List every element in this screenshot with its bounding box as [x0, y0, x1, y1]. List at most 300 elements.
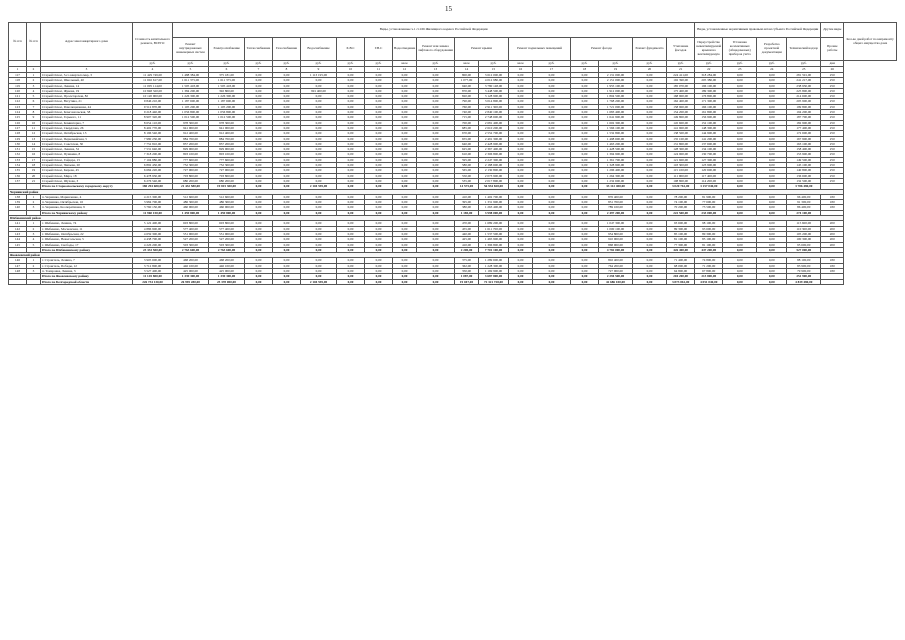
table-cell: 0,00 [337, 131, 365, 136]
table-cell: 0,00 [393, 73, 417, 78]
table-cell: 4 839 480,00 [787, 279, 821, 284]
table-cell: 0,00 [509, 94, 533, 99]
table-cell: 912 400,00 [173, 131, 209, 136]
table-cell: 2 748 600,00 [479, 115, 509, 120]
table-cell: 0,00 [273, 120, 301, 125]
table-cell: 105 200,00 [787, 231, 821, 236]
table-cell: 0,00 [337, 110, 365, 115]
table-cell: 0,00 [509, 163, 533, 168]
table-cell: 527 200,00 [209, 237, 245, 242]
table-cell: 7 701 100,00 [479, 247, 509, 252]
table-cell: 1 047 300,00 [599, 221, 633, 226]
table-cell: 136 [9, 173, 27, 178]
table-cell: 0,00 [533, 120, 571, 125]
column-number-cell: 21 [667, 67, 695, 73]
table-cell: 250 [821, 78, 844, 83]
register-sheet [8, 22, 897, 285]
table-cell: 0,00 [757, 231, 787, 236]
table-cell: 136 600,00 [787, 173, 821, 178]
address-cell: п. Чернянка, Кооперативная, 9 [41, 205, 133, 210]
table-cell: 0,00 [245, 200, 273, 205]
table-cell: 0,00 [337, 88, 365, 93]
table-cell: 2 [27, 200, 41, 205]
header-row-main [9, 23, 897, 38]
table-cell: 6 276 540,00 [133, 178, 173, 183]
table-cell: 192 390,00 [667, 78, 695, 83]
table-cell: 135 [9, 168, 27, 173]
table-cell: 0,00 [337, 163, 365, 168]
table-cell: 0,00 [633, 194, 667, 199]
table-cell: 0,00 [757, 263, 787, 268]
table-cell: 0,00 [417, 178, 455, 183]
table-cell: 0,00 [633, 157, 667, 162]
table-cell: 0,00 [245, 83, 273, 88]
table-cell: 740,00 [455, 110, 479, 115]
unit-cell: руб. [337, 61, 365, 67]
table-cell: 1 463 200,00 [599, 141, 633, 146]
address-cell: Старый Оскол, Гайдара, 15 [41, 157, 133, 162]
table-cell: 468 200,00 [209, 258, 245, 263]
table-cell: 2 131 000,00 [599, 73, 633, 78]
table-cell: 1 465 900,00 [479, 237, 509, 242]
table-cell: 0,00 [533, 194, 571, 199]
table-cell: 0,00 [337, 157, 365, 162]
table-cell: 802 400,00 [599, 258, 633, 263]
table-cell: 225 800,00 [787, 88, 821, 93]
table-cell: 200 [821, 226, 844, 231]
table-cell: 0,00 [417, 168, 455, 173]
table-cell: 625,00 [455, 147, 479, 152]
table-cell: 1 611 700,00 [479, 226, 509, 231]
table-cell: 250 [821, 88, 844, 93]
table-cell: 1 402 700,00 [479, 194, 509, 199]
address-cell: Старый Оскол, Шухова, 3 [41, 178, 133, 183]
table-cell: 0,00 [365, 99, 393, 104]
table-cell: 0,00 [365, 210, 393, 215]
table-cell: 0,00 [301, 242, 337, 247]
table-cell: 1 012 500,00 [173, 115, 209, 120]
table-cell [27, 279, 41, 284]
header-sub-roof: Ремонт крыши [455, 38, 509, 61]
table-cell: 0,00 [757, 73, 787, 78]
table-cell: 8 907 320,00 [133, 115, 173, 120]
header-sub-drain: Водоотведение [393, 38, 417, 61]
table-cell: 19 [27, 168, 41, 173]
table-cell: 108 800,00 [667, 178, 695, 183]
table-cell: 2 073 900,00 [479, 173, 509, 178]
table-cell: 0,00 [533, 263, 571, 268]
table-cell: 0,00 [337, 231, 365, 236]
table-cell: 250 [821, 178, 844, 183]
table-cell: 1 488 384,00 [173, 73, 209, 78]
table-cell: 0,00 [245, 279, 273, 284]
table-cell: 0,00 [393, 120, 417, 125]
table-cell: 4 215 300,00 [133, 194, 173, 199]
table-cell: 11 602 617,00 [133, 78, 173, 83]
table-cell: 250 [821, 173, 844, 178]
table-cell: 0,00 [301, 194, 337, 199]
table-cell: 0,00 [273, 115, 301, 120]
header-sub-basement: Ремонт подвальных помещений [509, 38, 571, 61]
table-cell: 172 600,00 [787, 131, 821, 136]
table-cell: 0,00 [245, 131, 273, 136]
table-cell: 0,00 [365, 200, 393, 205]
unit-cell: дни [821, 61, 844, 67]
table-cell: 9 218 440,00 [133, 110, 173, 115]
table-cell: 362,00 [455, 263, 479, 268]
table-cell: 0,00 [509, 242, 533, 247]
table-cell: 95 600,00 [787, 242, 821, 247]
table-cell: 2 763 600,00 [173, 247, 209, 252]
table-cell: 140 [9, 205, 27, 210]
table-cell: 2 911 300,00 [479, 104, 509, 109]
table-cell: 0,00 [633, 221, 667, 226]
table-cell: 595,00 [455, 157, 479, 162]
table-cell: 0,00 [337, 268, 365, 273]
table-cell: 0,00 [723, 147, 757, 152]
table-cell: 0,00 [533, 125, 571, 130]
column-number-cell: 10 [337, 67, 365, 73]
table-cell: 0,00 [757, 247, 787, 252]
table-cell: 200 [821, 242, 844, 247]
address-cell: Старый Оскол, Ватутина, 21 [41, 99, 133, 104]
table-cell: 2 151 000,00 [599, 78, 633, 83]
table-cell: 1 361 700,00 [599, 157, 633, 162]
table-cell: 20 [27, 173, 41, 178]
table-cell: 0,00 [571, 83, 599, 88]
table-cell: 512 600,00 [173, 194, 209, 199]
table-cell: 0,00 [393, 83, 417, 88]
table-cell: 3 020 761,00 [667, 184, 695, 189]
table-cell: 760,00 [455, 104, 479, 109]
table-cell: 0,00 [245, 205, 273, 210]
table-cell: 0,00 [301, 78, 337, 83]
table-cell: 0,00 [301, 168, 337, 173]
table-cell: 250 [821, 125, 844, 130]
table-cell: 71 400,00 [667, 258, 695, 263]
table-cell: 1 532 800,00 [599, 131, 633, 136]
table-cell: 1 955 100,00 [599, 83, 633, 88]
table-cell: 857 200,00 [209, 141, 245, 146]
table-cell: 0,00 [393, 168, 417, 173]
table-cell: 0,00 [757, 83, 787, 88]
table-cell: 0,00 [393, 136, 417, 141]
table-cell: 0,00 [509, 73, 533, 78]
table-cell: 0,00 [301, 99, 337, 104]
table-cell: 0,00 [723, 178, 757, 183]
table-cell: 0,00 [393, 157, 417, 162]
table-cell: 0,00 [301, 221, 337, 226]
table-cell: 0,00 [417, 194, 455, 199]
table-cell: 1 611 375,00 [209, 78, 245, 83]
table-cell: 0,00 [571, 115, 599, 120]
table-cell: 0,00 [533, 258, 571, 263]
table-cell: 0,00 [273, 237, 301, 242]
table-cell: 0,00 [533, 237, 571, 242]
address-cell: Итого по Старооскольскому городскому округу [41, 184, 133, 189]
table-cell: 0,00 [633, 83, 667, 88]
address-cell: г. Шебекино, Октябрьская, 22 [41, 231, 133, 236]
table-cell: 0,00 [757, 210, 787, 215]
table-cell: 0,00 [273, 104, 301, 109]
table-cell: 752 300,00 [209, 163, 245, 168]
table-cell [821, 279, 844, 284]
table-cell: 0,00 [417, 88, 455, 93]
table-cell: 0,00 [509, 173, 533, 178]
table-cell: 123 900,00 [695, 163, 723, 168]
table-cell: 0,00 [571, 157, 599, 162]
table-cell: 1 187 600,00 [173, 99, 209, 104]
table-cell: 803 100,00 [209, 152, 245, 157]
table-cell: 0,00 [509, 231, 533, 236]
table-cell: 0,00 [723, 263, 757, 268]
table-cell: 0,00 [533, 147, 571, 152]
table-cell: 0,00 [245, 168, 273, 173]
table-cell: 0,00 [393, 184, 417, 189]
column-number-cell: 3 [41, 67, 133, 73]
table-cell: 180 [821, 205, 844, 210]
table-cell: 0,00 [723, 78, 757, 83]
table-cell: 577 400,00 [173, 226, 209, 231]
column-number-cell: 7 [245, 67, 273, 73]
table-cell: 122 [9, 99, 27, 104]
table-cell: 0,00 [633, 115, 667, 120]
table-cell: 134 100,00 [695, 147, 723, 152]
table-cell: 233 000,00 [695, 210, 723, 215]
table-cell: 0,00 [365, 152, 393, 157]
table-cell: 23 333 500,00 [133, 247, 173, 252]
column-number-cell: 23 [723, 67, 757, 73]
table-cell: 171 300,00 [695, 99, 723, 104]
header-sub-water: Водоснабжение [301, 38, 337, 61]
table-cell: 1 226 300,00 [209, 94, 245, 99]
table-cell: 0,00 [633, 88, 667, 93]
table-cell: 425 000,00 [209, 268, 245, 273]
table-cell: 3 873 861,00 [667, 279, 695, 284]
table-cell: 0,00 [337, 94, 365, 99]
table-cell: 0,00 [633, 237, 667, 242]
table-cell: 0,00 [757, 184, 787, 189]
table-cell: 1 602 300,00 [599, 120, 633, 125]
table-cell: 0,00 [571, 274, 599, 279]
table-cell: 0,00 [365, 83, 393, 88]
table-cell: 2 188 600,00 [479, 163, 509, 168]
table-cell: 12 [27, 131, 41, 136]
table-cell: 680 200,00 [173, 178, 209, 183]
header-sub-nodes: Установка коллективных (общедомовых) приборов учёта [723, 38, 757, 61]
table-cell: 0,00 [337, 205, 365, 210]
table-cell: 0,00 [301, 163, 337, 168]
table-cell: 85 100,00 [667, 231, 695, 236]
table-cell: 0,00 [245, 136, 273, 141]
table-cell: 0,00 [245, 115, 273, 120]
table-cell: 0,00 [393, 210, 417, 215]
table-cell: 829 900,00 [209, 147, 245, 152]
table-cell: 0,00 [633, 110, 667, 115]
table-cell: 0,00 [365, 73, 393, 78]
table-cell: 0,00 [301, 258, 337, 263]
table-cell: 281 591,00 [787, 73, 821, 78]
table-cell: 0,00 [417, 78, 455, 83]
unit-cell: руб. [209, 61, 245, 67]
table-cell: 81 100,00 [667, 237, 695, 242]
table-cell: 0,00 [533, 279, 571, 284]
table-cell: 200 [821, 237, 844, 242]
table-cell: 1 077,00 [455, 78, 479, 83]
table-cell: 131 [9, 147, 27, 152]
table-cell: 3 687 800,00 [479, 274, 509, 279]
table-cell: 1 566 100,00 [599, 125, 633, 130]
table-cell: 0,00 [571, 88, 599, 93]
table-cell: 168 900,00 [667, 94, 695, 99]
table-cell: 241 217,00 [787, 78, 821, 83]
table-cell: 0,00 [417, 258, 455, 263]
table-cell: 0,00 [417, 99, 455, 104]
table-cell: 0,00 [571, 168, 599, 173]
table-cell: 0,00 [723, 268, 757, 273]
header-sub-system: Ремонт внутридомовых инженерных систем [173, 38, 209, 61]
table-cell: 138 [9, 194, 27, 199]
table-cell: 0,00 [273, 200, 301, 205]
column-number-cell: 17 [533, 67, 571, 73]
table-cell: 0,00 [633, 263, 667, 268]
column-number-cell: 26 [821, 67, 844, 73]
table-cell: 0,00 [633, 163, 667, 168]
table-cell: 0,00 [301, 94, 337, 99]
address-cell: Старый Оскол, Ленина, 52 [41, 147, 133, 152]
table-cell: 0,00 [365, 205, 393, 210]
table-cell: 3 157 040,00 [695, 184, 723, 189]
table-cell: 1 [27, 221, 41, 226]
table-cell: 0,00 [509, 205, 533, 210]
table-cell: 1 721 000,00 [599, 104, 633, 109]
table-cell: 777 600,00 [173, 157, 209, 162]
table-cell: 1 228 300,00 [479, 263, 509, 268]
table-cell: 0,00 [245, 94, 273, 99]
table-cell: 0,00 [245, 173, 273, 178]
table-cell: 149 800,00 [667, 115, 695, 120]
table-cell: 148 300,00 [695, 125, 723, 130]
table-cell: 0,00 [393, 279, 417, 284]
table-cell: 0,00 [723, 173, 757, 178]
table-cell: 0,00 [533, 226, 571, 231]
table-cell: 250 [821, 147, 844, 152]
table-cell: 134 [9, 163, 27, 168]
table-cell: 91 300,00 [787, 200, 821, 205]
table-cell: 0,00 [533, 115, 571, 120]
table-cell: 250 [821, 136, 844, 141]
table-cell: 9 846 210,00 [133, 99, 173, 104]
table-cell: 0,00 [301, 110, 337, 115]
table-cell: 0,00 [533, 173, 571, 178]
table-cell: 145 [9, 242, 27, 247]
table-cell: 392 800,00 [209, 88, 245, 93]
table-cell: 0,00 [509, 120, 533, 125]
table-cell: 0,00 [533, 141, 571, 146]
table-cell: 551 900,00 [173, 231, 209, 236]
table-cell: 0,00 [757, 104, 787, 109]
table-cell: 0,00 [757, 152, 787, 157]
table-cell: 0,00 [633, 141, 667, 146]
table-cell: 7 [27, 104, 41, 109]
table-cell: 2 367 400,00 [479, 147, 509, 152]
table-cell: 250 [821, 83, 844, 88]
table-cell: 0,00 [245, 210, 273, 215]
table-cell: 2 [27, 78, 41, 83]
table-cell: 0,00 [533, 268, 571, 273]
table-cell: 0,00 [417, 210, 455, 215]
table-cell: 0,00 [273, 73, 301, 78]
table-cell: 410,00 [455, 194, 479, 199]
table-cell: 119 [9, 83, 27, 88]
column-number-cell: 25 [787, 67, 821, 73]
table-cell: 727 900,00 [209, 168, 245, 173]
table-cell: 1 263 400,00 [479, 205, 509, 210]
table-cell: 120 [9, 88, 27, 93]
table-cell [9, 279, 27, 284]
table-cell: 0,00 [571, 237, 599, 242]
table-cell: 0,00 [365, 120, 393, 125]
table-cell: 4 886 900,00 [133, 226, 173, 231]
table-cell: 0,00 [633, 131, 667, 136]
table-cell: 0,00 [365, 226, 393, 231]
table-cell: 535,00 [455, 178, 479, 183]
table-cell: 110 300,00 [787, 226, 821, 231]
table-cell: 2 247 300,00 [479, 157, 509, 162]
table-cell: 0,00 [245, 237, 273, 242]
table-cell: 375,00 [455, 258, 479, 263]
table-cell: 0,00 [337, 279, 365, 284]
table-cell: 0,00 [633, 210, 667, 215]
table-cell: 0,00 [337, 73, 365, 78]
table-cell: 148 [9, 268, 27, 273]
table-cell: 829 900,00 [173, 147, 209, 152]
table-cell: 0,00 [571, 73, 599, 78]
table-cell: 0,00 [533, 73, 571, 78]
table-cell: 250 [821, 152, 844, 157]
table-cell: 9 512 870,00 [133, 104, 173, 109]
table-cell: 440,00 [455, 231, 479, 236]
table-cell: 685,00 [455, 125, 479, 130]
table-cell: 0,00 [509, 221, 533, 226]
table-cell: 3 786 480,00 [787, 184, 821, 189]
table-cell: 954 800,00 [599, 231, 633, 236]
table-cell: 0,00 [533, 221, 571, 226]
table-cell: 0,00 [633, 147, 667, 152]
table-cell: 0,00 [273, 178, 301, 183]
table-cell: 0,00 [509, 237, 533, 242]
table-cell: 0,00 [509, 268, 533, 273]
table-cell: 0,00 [571, 242, 599, 247]
table-cell: 128 [9, 131, 27, 136]
table-cell: 0,00 [723, 210, 757, 215]
table-cell: 380,00 [455, 205, 479, 210]
address-cell: г. Строитель, Ленина, 7 [41, 258, 133, 263]
unit-cell: кв.м [393, 61, 417, 67]
district-name: Чернянский район [9, 189, 844, 194]
table-cell: 19 047,00 [455, 279, 479, 284]
table-cell: 127 300,00 [695, 157, 723, 162]
table-cell: 143 [9, 231, 27, 236]
table-cell: 21 [27, 178, 41, 183]
table-cell: 250 [821, 110, 844, 115]
table-cell: 0,00 [757, 205, 787, 210]
table-cell: 70 200,00 [667, 205, 695, 210]
table-cell: 26 995 280,00 [173, 279, 209, 284]
address-cell: Итого по Чернянскому району [41, 210, 133, 215]
table-cell: 0,00 [393, 247, 417, 252]
table-cell: 0,00 [757, 268, 787, 273]
